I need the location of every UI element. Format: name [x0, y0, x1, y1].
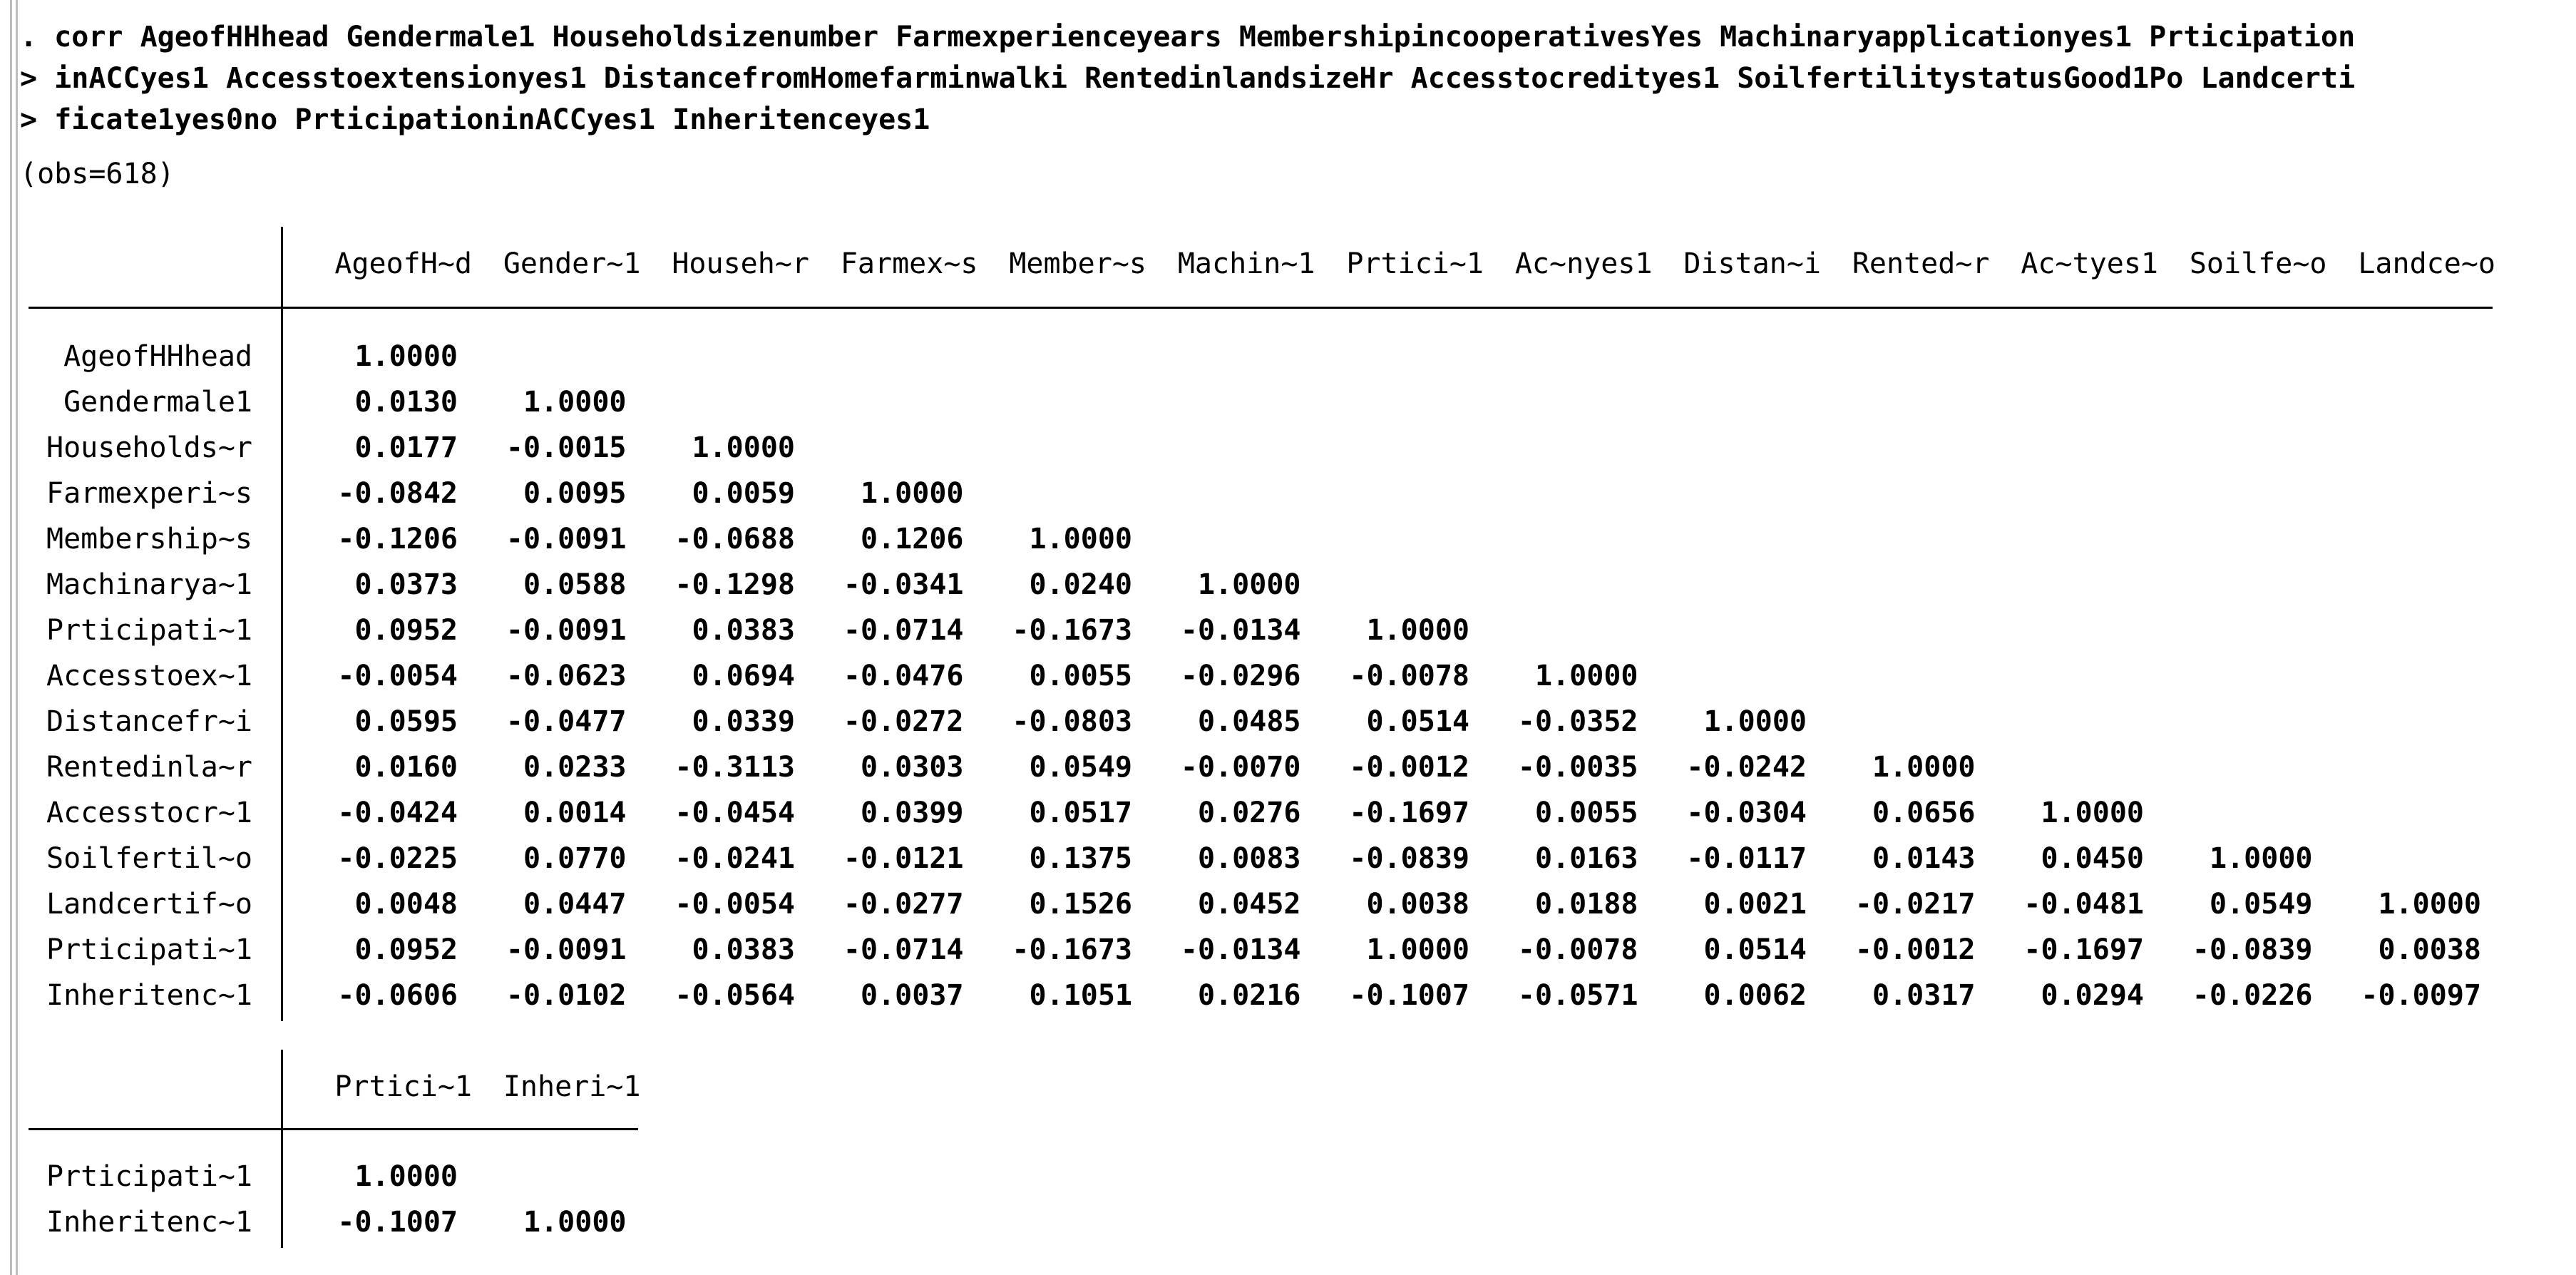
table-cell: 0.0095 [523, 477, 627, 510]
table-cell: -0.0102 [506, 979, 627, 1012]
table-cell: 0.0383 [692, 933, 795, 966]
row-label: Inheritenc~1 [46, 1206, 252, 1239]
table-cell: -0.3113 [674, 751, 795, 784]
table-cell: 0.0339 [692, 705, 795, 738]
table-cell: -0.1007 [337, 1206, 458, 1239]
table-cell: 0.0143 [1872, 842, 1976, 875]
table-cell: 0.0452 [1198, 888, 1301, 921]
table-cell: -0.0688 [674, 523, 795, 555]
column-header: Prtici~1 [1346, 247, 1484, 280]
table-cell: 0.1051 [1029, 979, 1132, 1012]
table-cell: 0.0021 [1703, 888, 1807, 921]
row-label: Gendermale1 [63, 386, 252, 419]
row-label: AgeofHHhead [63, 340, 252, 373]
table-cell: -0.0217 [1854, 888, 1976, 921]
table-cell: 0.0160 [354, 751, 458, 784]
table-cell: -0.0070 [1180, 751, 1301, 784]
table-cell: 0.0549 [2210, 888, 2313, 921]
table-cell: -0.0277 [843, 888, 964, 921]
table-cell: 1.0000 [2210, 842, 2313, 875]
table-cell: -0.0078 [1349, 660, 1469, 692]
table-cell: -0.0839 [2192, 933, 2313, 966]
table-cell: 0.1375 [1029, 842, 1132, 875]
table-cell: 0.0447 [523, 888, 627, 921]
table-cell: -0.0714 [843, 614, 964, 647]
table-cell: 0.0233 [523, 751, 627, 784]
column-header: Soilfe~o [2189, 247, 2327, 280]
table-cell: 1.0000 [1366, 933, 1469, 966]
table-cell: 0.0952 [354, 933, 458, 966]
column-header: Distan~i [1683, 247, 1821, 280]
table-cell: -0.0304 [1686, 797, 1807, 829]
table-cell: -0.0134 [1180, 933, 1301, 966]
table-cell: 0.0294 [2041, 979, 2144, 1012]
table-cell: 0.0317 [1872, 979, 1976, 1012]
table-cell: 0.0450 [2041, 842, 2144, 875]
column-header: Inheri~1 [503, 1070, 641, 1103]
table-header-rule [29, 307, 2493, 309]
table-cell: 1.0000 [2378, 888, 2481, 921]
table-cell: 0.0163 [1535, 842, 1638, 875]
table-cell: 1.0000 [354, 1160, 458, 1193]
table-cell: -0.0623 [506, 660, 627, 692]
table-cell: 0.0514 [1366, 705, 1469, 738]
table-cell: -0.0481 [2023, 888, 2144, 921]
table-cell: 1.0000 [1198, 568, 1301, 601]
table-cell: 0.0303 [861, 751, 964, 784]
table-cell: -0.0272 [843, 705, 964, 738]
table-cell: -0.0803 [1012, 705, 1132, 738]
table-cell: -0.1673 [1012, 614, 1132, 647]
table-cell: -0.1673 [1012, 933, 1132, 966]
table-cell: -0.0012 [1349, 751, 1469, 784]
table-cell: 0.0048 [354, 888, 458, 921]
row-label: Prticipati~1 [46, 933, 252, 966]
table-vertical-rule [281, 1050, 283, 1248]
table-cell: -0.0476 [843, 660, 964, 692]
table-cell: -0.1298 [674, 568, 795, 601]
table-cell: -0.1206 [337, 523, 458, 555]
row-label: Accesstoex~1 [46, 660, 252, 692]
table-cell: 0.0062 [1703, 979, 1807, 1012]
obs-count: (obs=618) [20, 158, 175, 190]
table-cell: 0.0399 [861, 797, 964, 829]
row-label: Accesstocr~1 [46, 797, 252, 829]
table-cell: 0.0383 [692, 614, 795, 647]
table-cell: 0.0177 [354, 431, 458, 464]
column-header: Ac~nyes1 [1514, 247, 1653, 280]
command-line: > ficate1yes0no PrticipationinACCyes1 Inheritenceyes1 [20, 103, 930, 136]
table-cell: 0.0037 [861, 979, 964, 1012]
table-cell: -0.0012 [1854, 933, 1976, 966]
table-cell: 0.0240 [1029, 568, 1132, 601]
table-cell: 1.0000 [523, 1206, 627, 1239]
table-cell: -0.0117 [1686, 842, 1807, 875]
table-cell: -0.0842 [337, 477, 458, 510]
table-cell: -0.1697 [2023, 933, 2144, 966]
column-header: Prtici~1 [334, 1070, 472, 1103]
table-cell: 1.0000 [2041, 797, 2144, 829]
table-cell: 1.0000 [1366, 614, 1469, 647]
table-cell: 0.0952 [354, 614, 458, 647]
table-cell: -0.0241 [674, 842, 795, 875]
table-cell: 0.0656 [1872, 797, 1976, 829]
table-cell: -0.0424 [337, 797, 458, 829]
command-line: > inACCyes1 Accesstoextensionyes1 DistancefromHomefarminwalki RentedinlandsizeHr Accesstocredityes1 SoilfertilitystatusGood1Po Landcerti [20, 62, 2356, 95]
table-cell: 0.0517 [1029, 797, 1132, 829]
table-cell: -0.0571 [1517, 979, 1638, 1012]
table-cell: -0.0015 [506, 431, 627, 464]
table-cell: -0.0341 [843, 568, 964, 601]
table-cell: 1.0000 [1535, 660, 1638, 692]
table-cell: -0.1007 [1349, 979, 1469, 1012]
table-cell: -0.0091 [506, 614, 627, 647]
table-cell: -0.0839 [1349, 842, 1469, 875]
table-cell: -0.0091 [506, 933, 627, 966]
table-cell: 1.0000 [1703, 705, 1807, 738]
table-cell: 0.0588 [523, 568, 627, 601]
table-header-rule [29, 1128, 638, 1130]
table-cell: -0.0054 [337, 660, 458, 692]
table-cell: 0.0276 [1198, 797, 1301, 829]
table-cell: -0.0606 [337, 979, 458, 1012]
table-cell: 0.0595 [354, 705, 458, 738]
table-cell: 0.0130 [354, 386, 458, 419]
command-line: . corr AgeofHHhead Gendermale1 Householdsizenumber Farmexperienceyears MembershipincooperativesYes Machinaryapplicationyes1 Prticipation [20, 21, 2356, 53]
table-cell: -0.0226 [2192, 979, 2313, 1012]
table-cell: -0.0352 [1517, 705, 1638, 738]
row-label: Households~r [46, 431, 252, 464]
column-header: Ac~tyes1 [2021, 247, 2158, 280]
table-cell: 1.0000 [523, 386, 627, 419]
table-cell: 0.0055 [1535, 797, 1638, 829]
table-cell: -0.0097 [2361, 979, 2481, 1012]
table-cell: 0.0514 [1703, 933, 1807, 966]
table-cell: -0.0242 [1686, 751, 1807, 784]
row-label: Membership~s [46, 523, 252, 555]
table-cell: 0.0038 [1366, 888, 1469, 921]
table-cell: -0.0714 [843, 933, 964, 966]
row-label: Rentedinla~r [46, 751, 252, 784]
table-cell: 0.0770 [523, 842, 627, 875]
table-cell: 1.0000 [1029, 523, 1132, 555]
table-cell: 1.0000 [1872, 751, 1976, 784]
column-header: Househ~r [672, 247, 809, 280]
table-cell: -0.0564 [674, 979, 795, 1012]
table-cell: 0.0014 [523, 797, 627, 829]
table-cell: 1.0000 [692, 431, 795, 464]
row-label: Inheritenc~1 [46, 979, 252, 1012]
column-header: Rented~r [1852, 247, 1990, 280]
table-cell: 0.0038 [2378, 933, 2481, 966]
table-cell: 0.1526 [1029, 888, 1132, 921]
table-cell: 0.0485 [1198, 705, 1301, 738]
column-header: Member~s [1009, 247, 1146, 280]
table-cell: 0.0694 [692, 660, 795, 692]
table-vertical-rule [281, 227, 283, 1021]
table-cell: -0.0477 [506, 705, 627, 738]
table-cell: 0.0055 [1029, 660, 1132, 692]
table-cell: -0.1697 [1349, 797, 1469, 829]
table-cell: -0.0134 [1180, 614, 1301, 647]
table-cell: 0.0373 [354, 568, 458, 601]
table-cell: -0.0225 [337, 842, 458, 875]
column-header: Machin~1 [1177, 247, 1315, 280]
row-label: Machinarya~1 [46, 568, 252, 601]
table-cell: 0.0188 [1535, 888, 1638, 921]
row-label: Landcertif~o [46, 888, 252, 921]
table-cell: 0.0549 [1029, 751, 1132, 784]
column-header: Farmex~s [840, 247, 978, 280]
row-label: Farmexperi~s [46, 477, 252, 510]
table-cell: -0.0296 [1180, 660, 1301, 692]
table-cell: -0.0454 [674, 797, 795, 829]
table-cell: -0.0121 [843, 842, 964, 875]
row-label: Soilfertil~o [46, 842, 252, 875]
table-cell: -0.0091 [506, 523, 627, 555]
table-cell: 0.0059 [692, 477, 795, 510]
column-header: AgeofH~d [334, 247, 472, 280]
table-cell: 0.1206 [861, 523, 964, 555]
row-label: Distancefr~i [46, 705, 252, 738]
column-header: Landce~o [2358, 247, 2495, 280]
table-cell: 1.0000 [354, 340, 458, 373]
row-label: Prticipati~1 [46, 614, 252, 647]
table-cell: 1.0000 [861, 477, 964, 510]
table-cell: -0.0035 [1517, 751, 1638, 784]
table-cell: 0.0083 [1198, 842, 1301, 875]
table-cell: -0.0078 [1517, 933, 1638, 966]
column-header: Gender~1 [503, 247, 641, 280]
table-cell: -0.0054 [674, 888, 795, 921]
table-cell: 0.0216 [1198, 979, 1301, 1012]
row-label: Prticipati~1 [46, 1160, 252, 1193]
